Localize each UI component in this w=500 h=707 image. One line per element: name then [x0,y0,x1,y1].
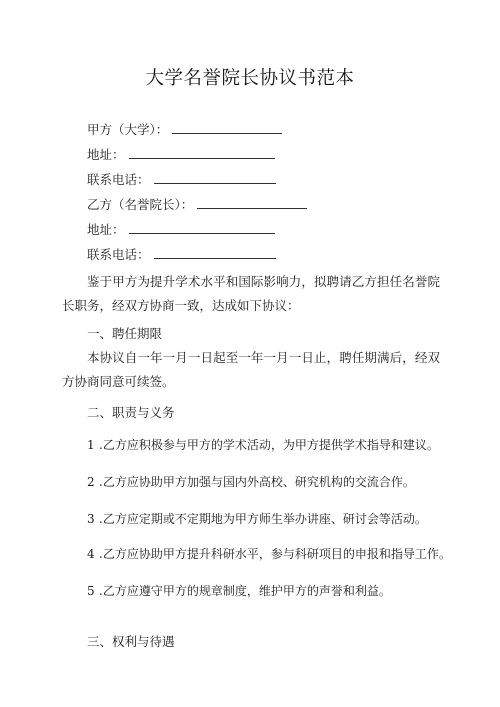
duty-item-number: 4 [87,547,95,561]
party-a-phone-blank [154,171,276,184]
party-a-address-field [87,146,275,163]
duty-item-number: 3 [87,512,95,526]
party-b-phone-label: 联系电话： [87,247,150,262]
section-2-heading: 二、职责与义务 [87,405,175,420]
party-a-phone-field [87,171,276,188]
party-a-label: 甲方（大学）： [87,122,169,137]
duty-item-number: 5 [87,584,95,598]
duty-item-text: .乙方应定期或不定期地为甲方师生举办讲座、研讨会等活动。 [99,512,427,526]
section-1-body: 本协议自一年一月一日起至一年一月一日止，聘任期满后，经双方协商同意可续签。 [62,350,440,389]
party-a-phone-label: 联系电话： [87,172,150,187]
duty-item-text: .乙方应遵守甲方的规章制度，维护甲方的声誉和利益。 [99,584,391,598]
duty-item-4 [87,546,451,562]
party-a-address-blank [129,146,275,159]
party-a-field [87,121,282,138]
section-3-heading: 三、权利与待遇 [87,634,175,649]
duty-item-number: 2 [87,475,95,489]
duty-item-text: .乙方应协助甲方提升科研水平，参与科研项目的申报和指导工作。 [99,547,451,561]
party-b-blank [197,196,307,209]
party-b-label: 乙方（名誉院长）： [87,197,194,212]
party-a-address-label: 地址： [87,147,125,162]
duty-item-text: .乙方应积极参与甲方的学术活动，为甲方提供学术指导和建议。 [99,438,439,452]
intro-paragraph: 鉴于甲方为提升学术水平和国际影响力，拟聘请乙方担任名誉院长职务，经双方协商一致，达成如下协议： [62,274,440,313]
section-1-heading: 一、聘任期限 [87,326,163,341]
document-title: 大学名誉院长协议书范本 [145,68,355,89]
party-b-field [87,196,307,213]
party-b-address-field [87,221,275,238]
party-b-phone-field [87,246,276,263]
duty-item-number: 1 [87,438,95,452]
duty-item-text: .乙方应协助甲方加强与国内外高校、研究机构的交流合作。 [99,475,415,489]
party-b-address-label: 地址： [87,222,125,237]
party-b-address-blank [129,221,275,234]
duty-item-2 [87,474,415,490]
duty-item-5 [87,583,391,599]
party-a-blank [172,121,282,134]
party-b-phone-blank [154,246,276,259]
duty-item-1 [87,437,439,453]
duty-item-3 [87,511,427,527]
